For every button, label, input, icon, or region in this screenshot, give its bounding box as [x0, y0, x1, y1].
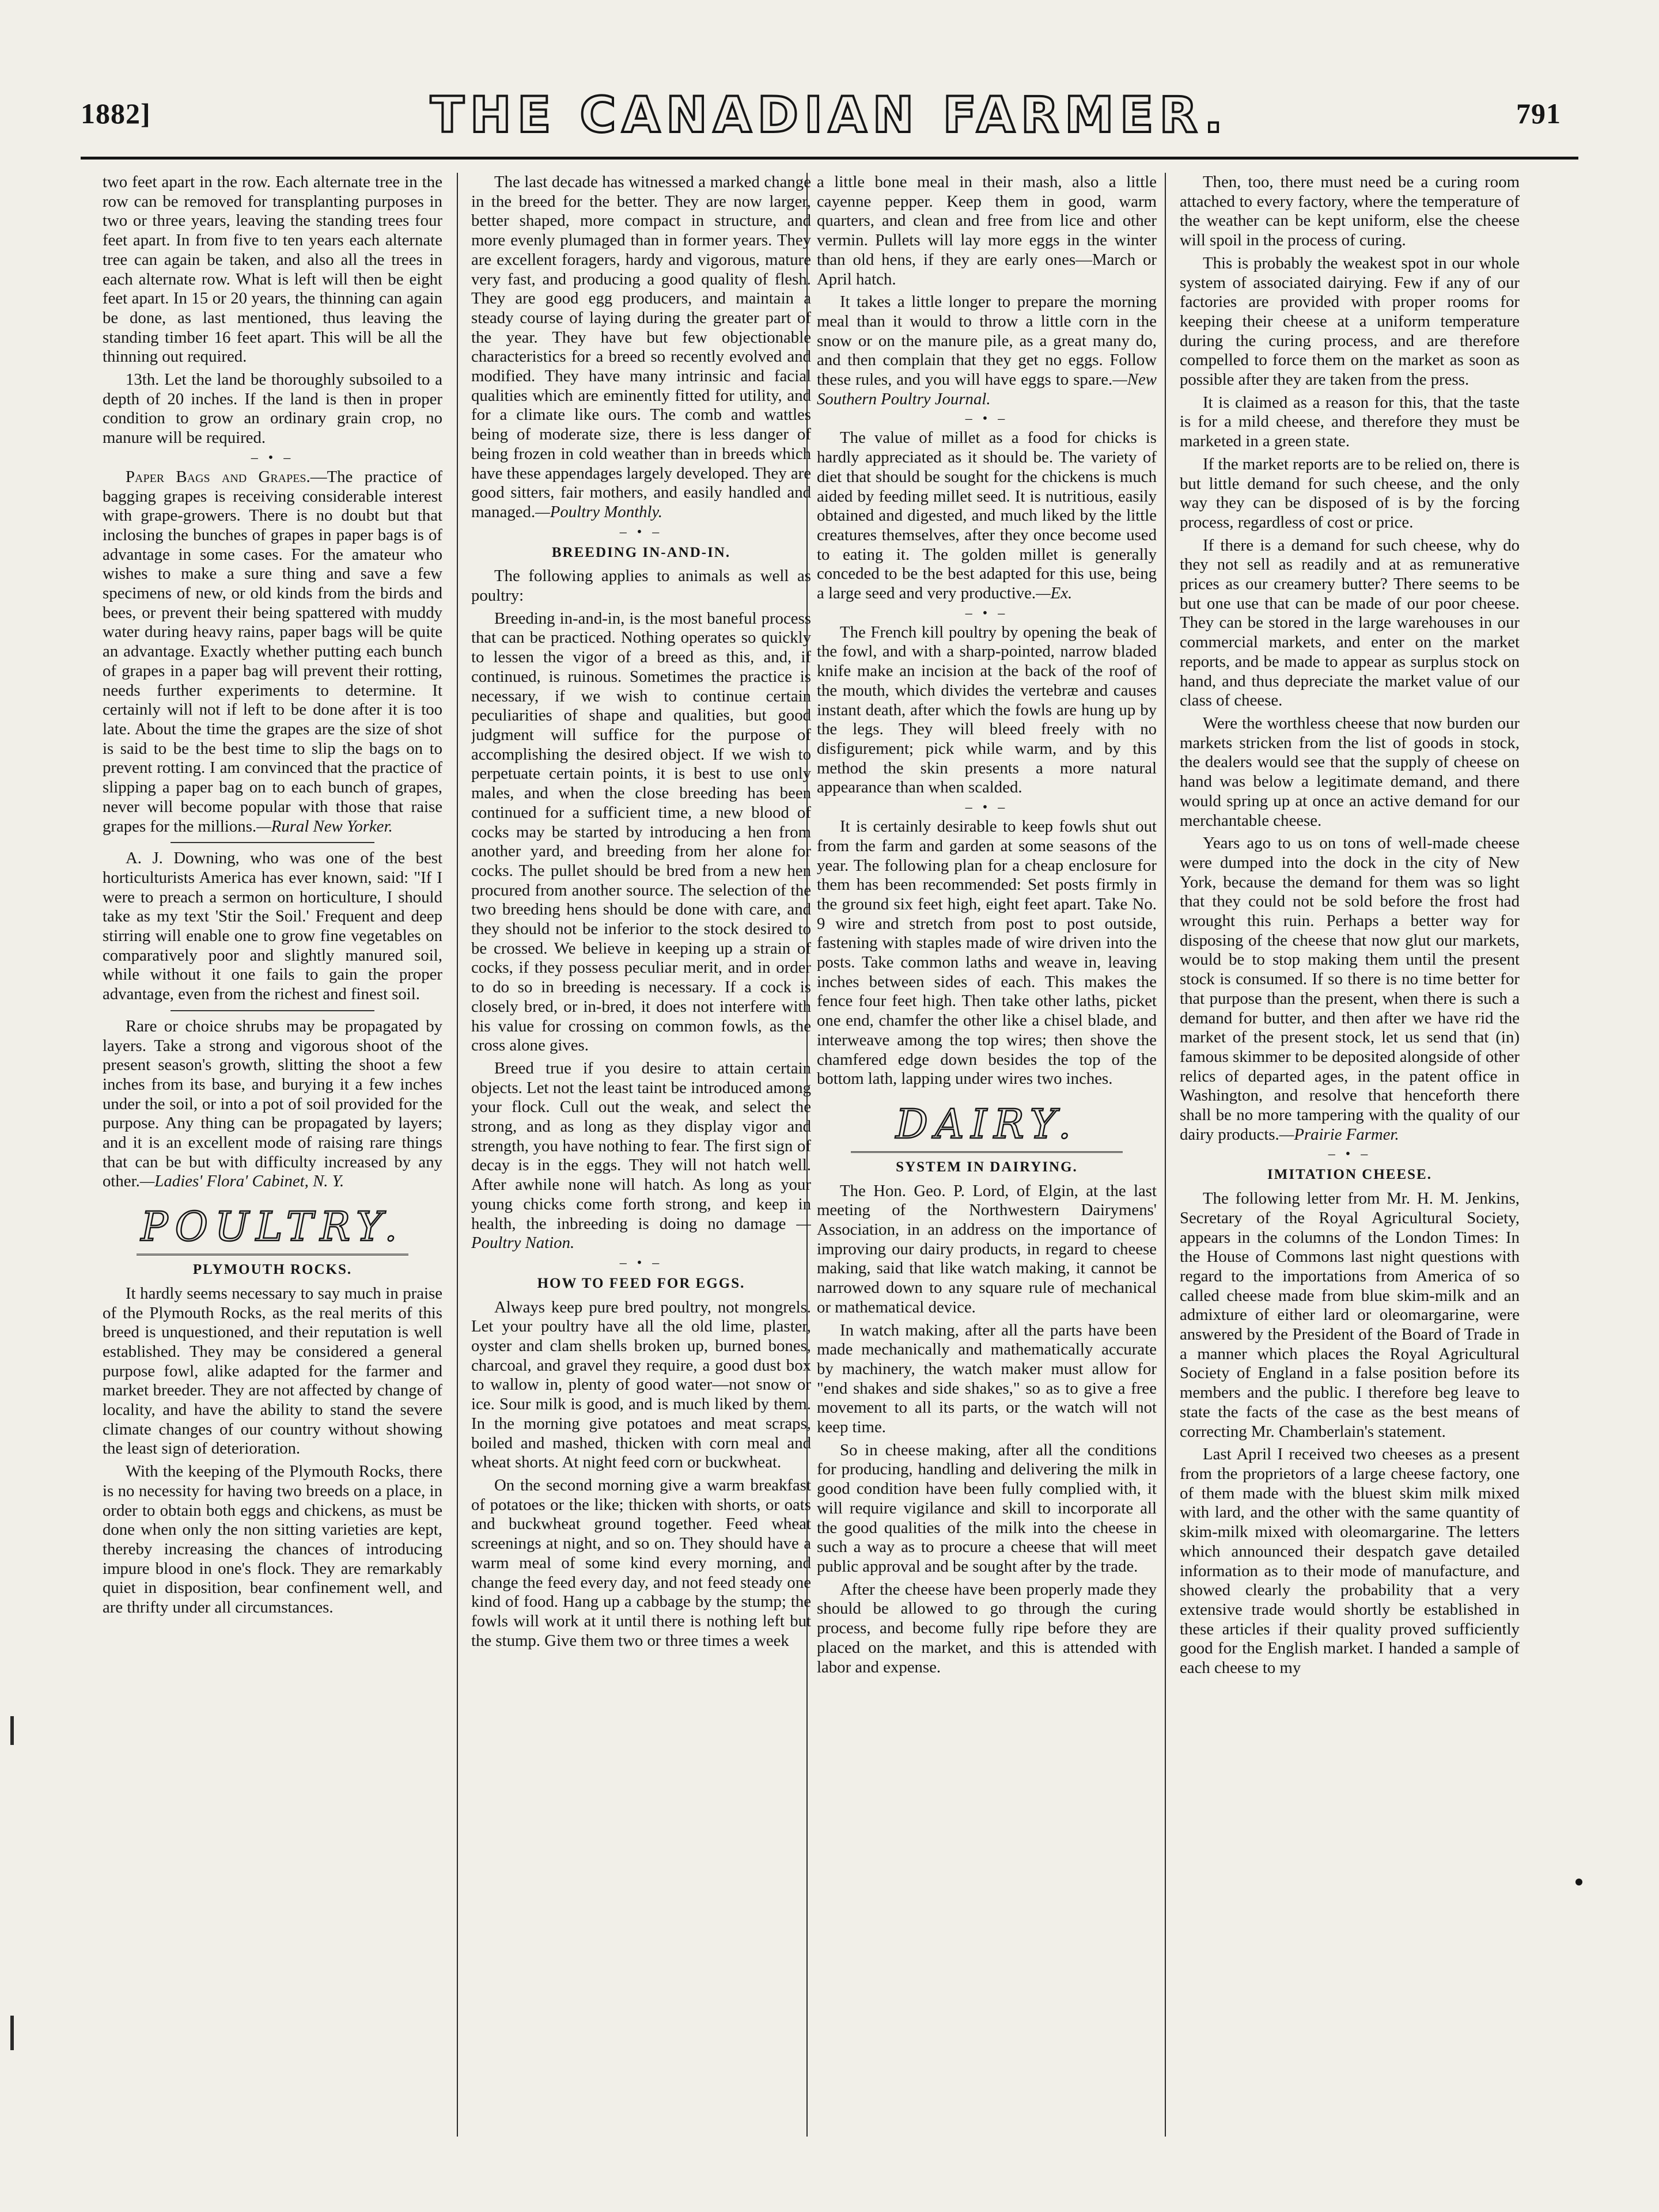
paragraph: In watch making, after all the parts have been made mechanically and mathematically accurate by machinery, the watch maker must allow for "end shakes and side shakes," so as to give a free movement to all its parts, or the watch will not keep time. [817, 1321, 1157, 1437]
paragraph: If there is a demand for such cheese, why do they not sell as readily and at as remunerative prices as our creamery butter? There seems to be but one use that can be made of our poor cheese. They can be stored in the large warehouses in our commercial markets, and enter on the market reports, and be made to appear as surplus stock on hand, and thus depreciate the market value of our class of cheese. [1180, 536, 1520, 710]
paragraph [471, 1059, 811, 1253]
article-credit: —Prairie Farmer. [1279, 1125, 1399, 1144]
paragraph: On the second morning give a warm breakfast of potatoes or the like; thicken with shorts, or oats and buckwheat ground together. Feed wheat screenings at night, and so on. They should have a warm meal of some kind every morning, and change the feed every day, and not feed steady one kind of food. Hang up a cabbage by the stump; the fowls will work at it until there is nothing left but the stump. Give them two or three times a week [471, 1476, 811, 1650]
paragraph: With the keeping of the Plymouth Rocks, there is no necessity for having two breeds on a place, in order to obtain both eggs and chickens, as must be done when only the non sitting varieties are kept, thereby increasing the chances of introducing impure blood in one's flock. They are remarkably quiet in disposition, bear confinement well, and are thrifty under all circumstances. [103, 1462, 442, 1617]
paragraph [1180, 834, 1520, 1144]
paragraph: Were the worthless cheese that now burden our markets stricken from the list of goods in stock, the dealers would see that the supply of cheese on hand was below a legitimate demand, and there would spring up at once an active demand for our merchantable cheese. [1180, 714, 1520, 830]
article-credit: —Ex. [1036, 584, 1073, 603]
paragraph: two feet apart in the row. Each alternate tree in the row can be removed for transplanting purposes in two or three years, leaving the standing trees four feet apart. In from five to ten years each alternate tree can again be taken, and also all the trees in each alternate row. What is left will then be eight feet apart. In 15 or 20 years, the thinning can again be done, as last mentioned, thus leaving the standing timber 16 feet apart. This will be all the thinning out required. [103, 173, 442, 366]
paragraph: The following letter from Mr. H. M. Jenkins, Secretary of the Royal Agricultural Society, appears in the columns of the London Times: In the House of Commons last night questions with regard to the importations from America of so called cheese made from blue skim-milk and an admixture of either lard or oleomargarine, were answered by the President of the Board of Trade in a manner which places the Royal Agricultural Society of England in a false position before its members and the public. I therefore beg leave to state the facts of the case as the best means of correcting Mr. Chamberlain's statement. [1180, 1189, 1520, 1441]
article-credit: —Ladies' Flora' Cabinet, N. Y. [139, 1172, 344, 1191]
separator: – • – [251, 450, 294, 465]
article-body: It takes a little longer to prepare the morning meal than it would to throw a little corn in the snow or on the manure pile, as a great many do, and then complain that they get no eggs. Follow these rules, and you will have eggs to spare. [817, 293, 1157, 389]
column-rule [1165, 173, 1166, 2137]
margin-mark [10, 2016, 14, 2050]
paragraph: So in cheese making, after all the conditions for producing, handling and delivering the milk in good condition have been fully complied with, it will require vigilance and skill to incorporate all the good qualities of the milk into the cheese in such a way as to procure a cheese that will meet public approval and be sought after by the trade. [817, 1440, 1157, 1576]
article-credit: —Poultry Nation. [471, 1214, 811, 1253]
paragraph: The Hon. Geo. P. Lord, of Elgin, at the last meeting of the Northwestern Dairymens' Association, in an address on the importance of improving our dairy products, in regard to cheese making, said that like watch making, it cannot be narrowed down to any square rule of mechanical or mathematical device. [817, 1181, 1157, 1316]
paragraph: a little bone meal in their mash, also a little cayenne pepper. Keep them in good, warm quarters, and clean and free from lice and other vermin. Pullets will lay more eggs in the winter than old hens, if they are early ones—March or April hatch. [817, 173, 1157, 289]
article-heading: BREEDING IN-AND-IN. [551, 544, 731, 560]
article-body: The last decade has witnessed a marked change in the breed for the better. They are now larger, better shaped, more compact in structure, and more evenly plumaged than in former years. They are excellent foragers, hardy and vigorous, mature very fast, and producing a good quality of flesh. They are good egg producers, and maintain a steady course of laying during the greater part of the year. They have but few objectionable characteristics for a breed so recently evolved and modified. They have many intrinsic and facial qualities which are eminently fitted for utility, and for a climate like ours. The comb and wattles being of moderate size, there is less danger of being frozen in cold weather than in breeds which have these appendages largely developed. They are good sitters, fair mothers, and easily handled and managed. [471, 173, 811, 521]
paragraph: Breeding in-and-in, is the most baneful process that can be practiced. Nothing operates so quickly to lessen the vigor of a breed as this, and, if continued, is ruinous. Sometimes the practice is necessary, if we wish to continue certain peculiarities of shape and qualities, but good judgment will suffice for the purpose of accomplishing the desired object. If we wish to perpetuate certain points, it is best to use only males, and when the close breeding has been continued for a sufficient time, a new blood of cocks may be started by introducing a hen from another yard, and breeding from her alone for cocks. The pullet should be bred from a new hen procured from another source. The selection of the two breeding hens should be done with care, and they should not be inferior to the stock desired to be crossed. We believe in keeping up a strain of cocks, if they possess peculiar merit, and in order to do so in breeding is necessary. If a cock is closely bred, or in-bred, it does not interfere with his value for crossing on common fowls, as the cross alone gives. [471, 609, 811, 1055]
paragraph: Then, too, there must need be a curing room attached to every factory, where the temperature of the weather can be kept uniform, else the cheese will spoil in the process of curing. [1180, 173, 1520, 250]
separator: – • – [1328, 1147, 1372, 1162]
separator: – • – [965, 800, 1009, 815]
article-lead: Paper Bags and Grapes. [126, 467, 310, 486]
paragraph: Always keep pure bred poultry, not mongrels. Let your poultry have all the old lime, plaster, oyster and clam shells broken up, burned bones, charcoal, and gravel they require, a good dust box to wallow in, plenty of good water—not snow or ice. Sour milk is good, and is much liked by them. In the morning give potatoes and meat scraps, boiled and mashed, thicken with corn meal and wheat shorts. At night feed corn or buckwheat. [471, 1297, 811, 1472]
separator [171, 842, 374, 843]
separator: – • – [619, 524, 663, 540]
masthead-title: THE CANADIAN FARMER. [430, 86, 1229, 144]
article-paper-bags [103, 468, 442, 836]
page-number: 791 [1516, 97, 1561, 130]
separator: – • – [619, 1255, 663, 1270]
paragraph [817, 293, 1157, 409]
article-enclosure: It is certainly desirable to keep fowls shut out from the farm and garden at some seasons of the year. The following plan for a cheap enclosure for them has been recommended: Set posts firmly in the ground six feet high, eight feet apart. Take No. 9 wire and stretch from post to post outside, fastening with staples made of wire driven into the posts. Take common laths and weave in, leaving inches between sides of each. This makes the fence four feet high. Then take other laths, picket one end, chamfer the other like a chisel blade, and interweave among the top wires; then shove the chamfered edge down besides the top of the bottom lath, lapping under wires two inches. [817, 817, 1157, 1088]
paragraph: It hardly seems necessary to say much in praise of the Plymouth Rocks, as the real merits of this breed is unquestioned, and their reputation is well established. They may be considered a general purpose fowl, alike adapted for the farmer and market breeder. They are not affected by change of locality, and have the ability to stand the severe climate changes of our country without showing the least sign of deterioration. [103, 1284, 442, 1458]
article-body: Rare or choice shrubs may be propagated by layers. Take a strong and vigorous shoot of the present season's growth, slitting the shoot a few inches from its base, and burying it a few inches under the soil, or into a pot of soil provided for the purpose. Any thing can be propagated by layers; and it is an excellent mode of raising rare things that can be but with difficulty increased by any other. [103, 1016, 442, 1191]
article-body: Years ago to us on tons of well-made cheese were dumped into the dock in the city of New York, because the demand for them was so light that they could not be sold before the frost had wrought this ruin. Perhaps a better way for disposing of the cheese that now glut our markets, would be to stop making them until the present stock is consumed. If so there is no time better for that purpose than the present, when there is such a demand for butter, and then after we have rid the market of the present stock, let us send that (in) famous skimmer to be deposited alongside of other relics of departed ages, in the patent office in Washington, and resolve that henceforth there shall be no more tampering with the quality of our dairy products. [1180, 834, 1520, 1144]
article-heading: SYSTEM IN DAIRYING. [896, 1159, 1078, 1175]
section-title-poultry: POULTRY. [141, 1203, 404, 1251]
article-credit: —Poultry Monthly. [535, 502, 662, 521]
margin-mark [10, 1716, 14, 1745]
column-3 [817, 173, 1157, 2137]
section-title-dairy: DAIRY. [895, 1100, 1078, 1148]
article-credit: —Rural New Yorker. [256, 817, 393, 836]
article-body: Breed true if you desire to attain certain objects. Let not the least taint be introduced among your flock. Cull out the weak, and select the strong, and as long as they display vigor and strength, you have nothing to fear. The first sign of decay is in the eggs. They will not hatch well. After awhile none will hatch. As long as your young chicks come forth strong, and keep in health, the inbreeding is doing no damage [471, 1058, 811, 1233]
column-rule [457, 173, 458, 2137]
article-heading: PLYMOUTH ROCKS. [192, 1262, 353, 1278]
article-downing: A. J. Downing, who was one of the best horticulturists America has ever known, said: "If I were to preach a sermon on horticulture, I should take as my text 'Stir the Soil.' Frequent and deep stirring will enable one to grow fine vegetables on comparatively poor and slightly manured soil, while without it one fails to gain the proper advantage, even from the richest and finest soil. [103, 849, 442, 1004]
article-heading: IMITATION CHEESE. [1267, 1167, 1432, 1183]
paragraph [471, 173, 811, 522]
column-1 [103, 173, 442, 2137]
article-french: The French kill poultry by opening the beak of the fowl, and with a sharp-pointed, narrow bladed knife make an incision at the back of the roof of the mouth, which divides the vertebræ and causes instant death, after which the fowls are hung up by the legs. They will bleed freely with no disfigurement; pick while warm, and by this method the skin presents a more natural appearance than when scalded. [817, 623, 1157, 797]
article-credit: —New Southern Poultry Journal. [817, 370, 1157, 408]
section-rule [137, 1254, 408, 1255]
separator: – • – [965, 605, 1009, 621]
paragraph: Last April I received two cheeses as a present from the proprietors of a large cheese factory, one of them made with the bluest skim milk mixed with lard, and the other with the same quantity of skim-milk mixed with oleomargarine. The letters which announced their despatch gave detailed information as to their mode of manufacture, and showed clearly the probability that a very extensive trade would shortly be established in these articles if their quality proved sufficiently good for the English market. I handed a sample of each cheese to my [1180, 1445, 1520, 1678]
paragraph: After the cheese have been properly made they should be allowed to go through the curing process, and become fully ripe before they are placed on the market, and this is attended with labor and expense. [817, 1580, 1157, 1676]
paragraph: This is probably the weakest spot in our whole system of associated dairying. Few if any of our factories are provided with proper rooms for keeping their cheese at a uniform temperature during the curing process, and are therefore compelled to force them on the market as soon as possible after they are taken from the press. [1180, 253, 1520, 389]
separator [171, 1010, 374, 1011]
paragraph: 13th. Let the land be thoroughly subsoiled to a depth of 20 inches. If the land is then in proper condition to grow an ordinary grain crop, no manure will be required. [103, 370, 442, 447]
paragraph: It is claimed as a reason for this, that the taste is for a mild cheese, and therefore they must be marketed in a green state. [1180, 393, 1520, 451]
section-rule [851, 1151, 1123, 1153]
paragraph: If the market reports are to be relied on, there is but little demand for such cheese, and the only way they can be disposed of is by the forcing process, regardless of cost or price. [1180, 454, 1520, 532]
article-body: —The practice of bagging grapes is receiving considerable interest with grape-growers. There is no doubt but that inclosing the bunches of grapes in paper bags is of advantage in some cases. For the amateur who wishes to make a sure thing and save a few specimens of new, or old kinds from the birds and bees, or prevent their being spattered with muddy water during heavy rains, paper bags will be quite an advantage. Exactly whether putting each bunch of grapes in a paper bag will prevent their rotting, needs further experiments to determine. It certainly will not if left to be done after it is too late. About the time the grapes are the size of shot is said to be the best time to slip the bags on to prevent rotting. I am convinced that the practice of slipping a paper bag on to each bunch of grapes, never will become popular with those that raise grapes for the millions. [103, 467, 442, 836]
column-4 [1180, 173, 1520, 2137]
page-year: 1882] [81, 97, 151, 130]
paragraph: The following applies to animals as well as poultry: [471, 567, 811, 605]
masthead-rule [81, 157, 1578, 160]
article-body: The value of millet as a food for chicks is hardly appreciated as it should be. The variety of diet that should be sought for the chickens is much aided by feeding millet seed. It is nutritious, easily obtained and digested, and much liked by the little creatures themselves, after they once become used to eating it. The golden millet is generally conceded to be the best adapted for this use, being a large seed and very productive. [817, 428, 1157, 603]
article-millet [817, 428, 1157, 603]
separator: – • – [965, 411, 1009, 427]
article-layers [103, 1017, 442, 1192]
column-2 [471, 173, 811, 2137]
article-heading: HOW TO FEED FOR EGGS. [537, 1275, 745, 1291]
ink-spot [1575, 1879, 1582, 1885]
